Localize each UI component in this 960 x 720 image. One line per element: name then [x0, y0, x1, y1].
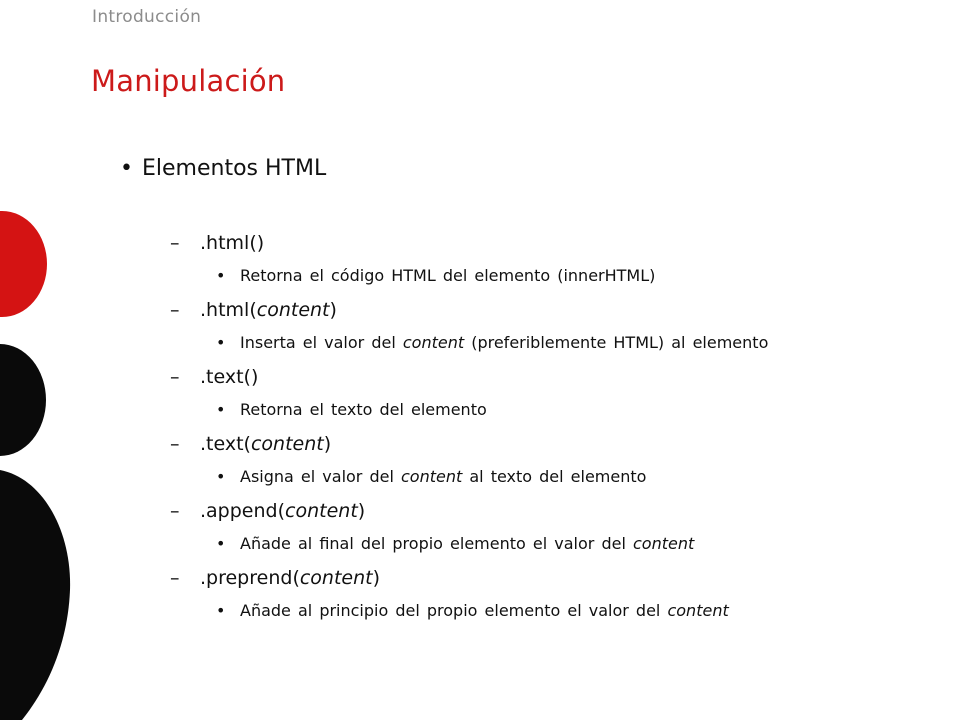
- method-description: [216, 463, 910, 493]
- dash-icon: –: [170, 567, 180, 589]
- desc-text: Añade al principio del propio elemento el valor del: [240, 601, 668, 620]
- method-line: [170, 295, 910, 329]
- method-description: [216, 329, 910, 359]
- method-list: [170, 228, 910, 630]
- method-description: [216, 530, 910, 560]
- method-item: [170, 563, 910, 630]
- decorative-logo-shapes: [0, 0, 80, 720]
- method-param: content: [256, 299, 330, 321]
- bullet-icon: •: [216, 601, 226, 620]
- method-name: .preprend: [200, 567, 293, 589]
- method-name: .text: [200, 366, 244, 388]
- heading-text: Elementos HTML: [142, 156, 327, 181]
- method-name: .html: [200, 232, 250, 254]
- method-name: .append: [200, 500, 278, 522]
- param-open: (: [249, 299, 257, 321]
- slide-title: Manipulación: [91, 64, 286, 98]
- bullet-icon: •: [216, 467, 226, 486]
- bullet-icon: •: [120, 156, 133, 181]
- black-circle-shape: [0, 344, 46, 456]
- desc-text: Inserta el valor del: [240, 333, 403, 352]
- desc-emphasis: content: [401, 467, 463, 486]
- desc-text-end: (preferiblemente HTML) al elemento: [464, 333, 769, 352]
- method-item: [170, 295, 910, 362]
- dash-icon: –: [170, 366, 180, 388]
- method-description: [216, 396, 910, 426]
- param-open: (: [292, 567, 300, 589]
- method-description: [216, 597, 910, 627]
- method-line: [170, 496, 910, 530]
- desc-emphasis: content: [402, 333, 465, 352]
- method-line: [170, 429, 910, 463]
- red-circle-shape: [0, 211, 47, 317]
- param-close: ): [329, 299, 337, 321]
- param-open: (: [249, 232, 257, 254]
- param-close: ): [256, 232, 265, 254]
- method-item: [170, 496, 910, 563]
- dash-icon: –: [170, 299, 180, 321]
- method-line: [170, 563, 910, 597]
- desc-text: Añade al final del propio elemento el valor del: [240, 534, 633, 553]
- heading-bullet-item: [120, 156, 326, 181]
- bullet-icon: •: [216, 534, 226, 553]
- dash-icon: –: [170, 433, 180, 455]
- method-description: [216, 262, 910, 292]
- method-item: [170, 362, 910, 429]
- desc-emphasis: content: [632, 534, 695, 553]
- desc-text: Retorna el código HTML del elemento (innerHTML): [240, 266, 656, 285]
- method-line: [170, 362, 910, 396]
- param-close: ): [372, 567, 381, 589]
- param-close: ): [323, 433, 332, 455]
- bullet-icon: •: [216, 333, 226, 352]
- param-close: ): [357, 500, 366, 522]
- method-line: [170, 228, 910, 262]
- dash-icon: –: [170, 500, 180, 522]
- desc-emphasis: content: [667, 601, 729, 620]
- desc-text-end: al texto del elemento: [462, 467, 647, 486]
- black-comma-shape: [0, 470, 70, 720]
- param-open: (: [243, 433, 251, 455]
- method-param: content: [250, 433, 324, 455]
- method-param: content: [285, 500, 358, 522]
- bullet-icon: •: [216, 400, 226, 419]
- param-close: ): [250, 366, 259, 388]
- method-name: .text: [200, 433, 244, 455]
- desc-text: Asigna el valor del: [240, 467, 401, 486]
- method-name: .html: [200, 299, 250, 321]
- section-label: Introducción: [92, 7, 202, 27]
- method-param: content: [299, 567, 373, 589]
- method-item: [170, 429, 910, 496]
- dash-icon: –: [170, 232, 180, 254]
- bullet-icon: •: [216, 266, 226, 285]
- param-open: (: [277, 500, 286, 522]
- method-item: [170, 228, 910, 295]
- param-open: (: [243, 366, 251, 388]
- desc-text: Retorna el texto del elemento: [240, 400, 487, 419]
